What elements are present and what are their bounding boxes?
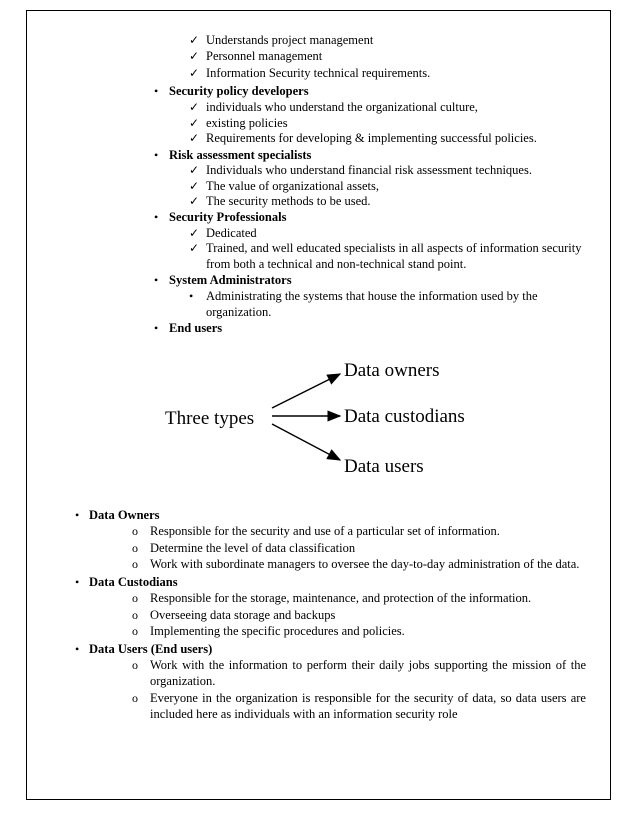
arrow-to-users xyxy=(272,424,340,460)
list-item: The value of organizational assets, xyxy=(206,179,379,193)
list-item: Personnel management xyxy=(206,49,323,63)
bullet-icon: • xyxy=(154,84,159,98)
bullet-icon: • xyxy=(75,508,80,522)
circle-bullet-icon: o xyxy=(132,624,138,638)
section-title: Data Custodians xyxy=(89,575,178,589)
list-item-continuation: organization. xyxy=(206,305,272,319)
section-title: Security policy developers xyxy=(169,84,309,98)
list-item-continuation: organization. xyxy=(150,674,216,688)
bullet-icon: • xyxy=(154,148,159,162)
section-title: Security Professionals xyxy=(169,210,287,224)
three-types-diagram xyxy=(150,352,490,482)
list-item-continuation: included here as individuals with an information security role xyxy=(150,707,458,721)
check-icon: ✓ xyxy=(189,66,200,80)
bullet-icon: • xyxy=(75,642,80,656)
list-item: Dedicated xyxy=(206,226,257,240)
circle-bullet-icon: o xyxy=(132,591,138,605)
list-item: Determine the level of data classification xyxy=(150,541,356,555)
check-icon: ✓ xyxy=(189,33,200,47)
check-icon: ✓ xyxy=(189,241,200,255)
circle-bullet-icon: o xyxy=(132,691,138,705)
check-icon: ✓ xyxy=(189,179,200,193)
list-item: Work with subordinate managers to oversee the day-to-day administration of the data. xyxy=(150,557,580,571)
list-item: Implementing the specific procedures and policies. xyxy=(150,624,405,638)
section-title: Risk assessment specialists xyxy=(169,148,312,162)
bullet-icon: • xyxy=(75,575,80,589)
list-item: Understands project management xyxy=(206,33,374,47)
list-item: Responsible for the storage, maintenance, and protection of the information. xyxy=(150,591,532,605)
list-item: Information Security technical requirements. xyxy=(206,66,431,80)
section-title: End users xyxy=(169,321,223,335)
bullet-icon: • xyxy=(154,321,159,335)
check-icon: ✓ xyxy=(189,226,200,240)
diagram-target-users: Data users xyxy=(344,456,424,477)
section-title: Data Owners xyxy=(89,508,160,522)
check-icon: ✓ xyxy=(189,49,200,63)
diagram-source-label: Three types xyxy=(165,408,255,429)
list-item: Individuals who understand financial risk assessment techniques. xyxy=(206,163,532,177)
list-item: existing policies xyxy=(206,116,288,130)
list-item: The security methods to be used. xyxy=(206,194,371,208)
arrow-to-owners xyxy=(272,374,340,408)
section-title: Data Users (End users) xyxy=(89,642,213,656)
bullet-icon: • xyxy=(154,210,159,224)
list-item: Overseeing data storage and backups xyxy=(150,608,336,622)
list-item: Trained, and well educated specialists in all aspects of information security xyxy=(206,241,582,255)
circle-bullet-icon: o xyxy=(132,557,138,571)
list-item-continuation: from both a technical and non-technical stand point. xyxy=(206,257,467,271)
list-item: Work with the information to perform their daily jobs supporting the mission of the xyxy=(150,658,586,672)
check-icon: ✓ xyxy=(189,100,200,114)
check-icon: ✓ xyxy=(189,131,200,145)
list-item: Administrating the systems that house the information used by the xyxy=(206,289,538,303)
check-icon: ✓ xyxy=(189,194,200,208)
bullet-icon: • xyxy=(189,289,194,303)
circle-bullet-icon: o xyxy=(132,524,138,538)
diagram-target-custodians: Data custodians xyxy=(344,406,465,427)
circle-bullet-icon: o xyxy=(132,608,138,622)
list-item: Responsible for the security and use of a particular set of information. xyxy=(150,524,500,538)
list-item: Requirements for developing & implementing successful policies. xyxy=(206,131,537,145)
list-item: individuals who understand the organizational culture, xyxy=(206,100,478,114)
circle-bullet-icon: o xyxy=(132,658,138,672)
bullet-icon: • xyxy=(154,273,159,287)
check-icon: ✓ xyxy=(189,116,200,130)
check-icon: ✓ xyxy=(189,163,200,177)
section-title: System Administrators xyxy=(169,273,292,287)
list-item: Everyone in the organization is responsible for the security of data, so data users are xyxy=(150,691,586,705)
diagram-target-owners: Data owners xyxy=(344,360,440,381)
circle-bullet-icon: o xyxy=(132,541,138,555)
